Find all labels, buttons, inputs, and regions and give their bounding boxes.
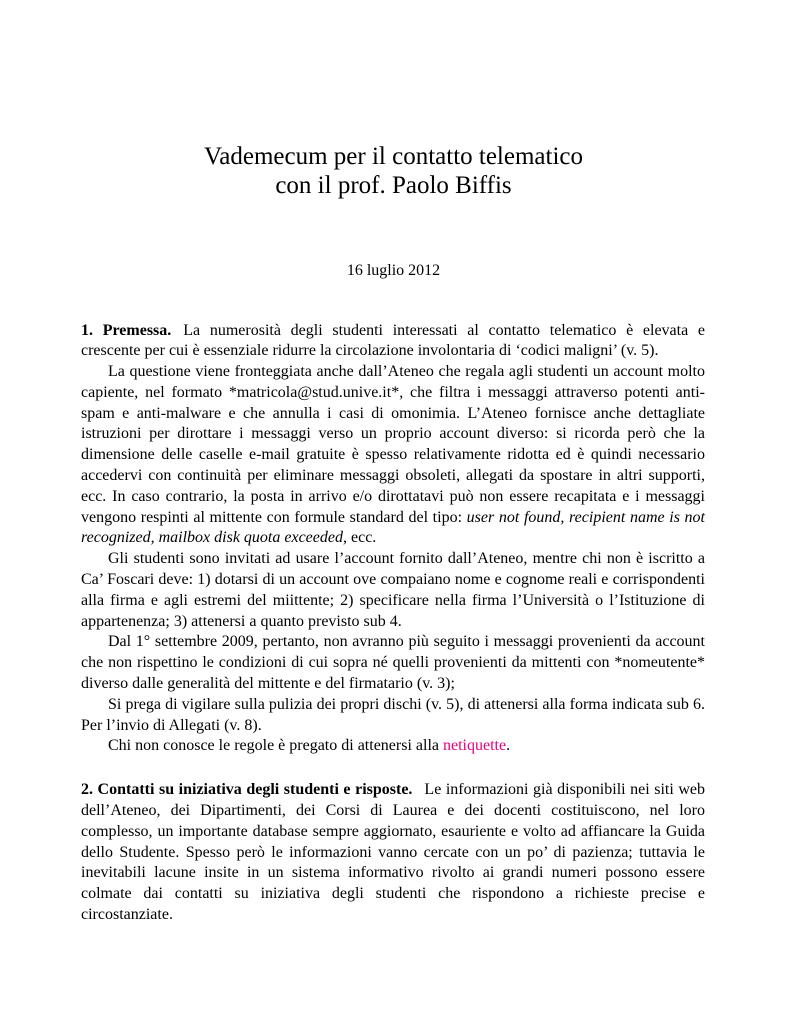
error-messages-italic: user not found, recipient name is not recognized, mailbox disk quota exceeded <box>81 508 706 547</box>
section-contatti <box>81 780 705 926</box>
paragraph-text: La numerosità degli studenti interessati al contatto telematico è elevata e crescente per cui è essenziale ridurre la circolazione involontaria di ‘codici maligni’ (v. 5). <box>81 321 705 360</box>
paragraph-text: Dal 1° settembre 2009, pertanto, non avranno più seguito i messaggi provenienti da account che non rispettino le condizioni di cui sopra né quelli provenienti da mittenti con *nomeutente* diverso dalle generalità del mittente e del firmatario (v. 3); <box>81 633 705 693</box>
paragraph-text-tail: , ecc. <box>342 529 377 547</box>
document-body <box>81 321 705 926</box>
section-premessa <box>81 321 705 758</box>
paragraph <box>81 321 705 363</box>
paragraph <box>81 632 705 694</box>
title-line-1: Vademecum per il contatto telematico <box>203 143 584 170</box>
section-heading: 2. Contatti su iniziativa degli studenti e risposte. <box>81 781 413 799</box>
paragraph-text: Si prega di vigilare sulla pulizia dei propri dischi (v. 5), di attenersi alla forma indicata sub 6. Per l’invio di Allegati (v. 8). <box>81 695 705 734</box>
paragraph-text: Gli studenti sono invitati ad usare l’account fornito dall’Ateneo, mentre chi non è iscritto a Ca’ Foscari deve: 1) dotarsi di un account ove compaiano nome e cognome reali e corrispondenti alla firma e agli estremi del miittente; 2) specificare nella firma l’Università o l’Istituzione di appartenenza; 3) attenersi a quanto previsto sub 4. <box>81 550 705 630</box>
section-heading: 1. Premessa. <box>81 321 172 339</box>
paragraph-text: Le informazioni già disponibili nei siti web dell’Ateneo, dei Dipartimenti, dei Corsi di Laurea e dei docenti costituiscono, nel loro complesso, un importante database sempre aggiornato, esauriente e volto ad affiancare la Guida dello Studente. Spesso però le informazioni vanno cercate con un po’ di pazienza; tuttavia le inevitabili lacune insite in un sistema informativo rivolto ai grandi numeri possono essere colmate dai contatti su iniziativa degli studenti che rispondono a richieste precise e circostanziate. <box>81 781 706 924</box>
paragraph <box>81 736 705 757</box>
document-title <box>0 142 787 200</box>
paragraph-text-tail: . <box>506 737 511 755</box>
paragraph <box>81 549 705 632</box>
paragraph <box>81 362 705 549</box>
paragraph <box>81 695 705 737</box>
document-date: 16 luglio 2012 <box>346 261 441 279</box>
paragraph-text: Chi non conosce le regole è pregato di attenersi alla <box>108 737 443 755</box>
title-line-2: con il prof. Paolo Biffis <box>275 172 512 199</box>
netiquette-link[interactable]: netiquette <box>442 737 507 755</box>
paragraph <box>81 780 705 926</box>
paragraph-text: La questione viene fronteggiata anche dall’Ateneo che regala agli studenti un account molto capiente, nel formato *matricola@stud.unive.it*, che filtra i messaggi attraverso potenti anti-spam e anti-malware e che annulla i casi di omonimia. L’Ateneo fornisce anche dettagliate istruzioni per dirottare i messaggi verso un proprio account diverso: si ricorda però che la dimensione delle caselle e-mail gratuite è spesso relativamente ridotta ed è quindi necessario accedervi con continuità per eliminare messaggi obsoleti, allegati da spostare in altri supporti, ecc. In caso contrario, la posta in arrivo e/o dirottatavi può non essere recapitata e i messaggi vengono respinti al mittente con formule standard del tipo: <box>81 363 705 526</box>
